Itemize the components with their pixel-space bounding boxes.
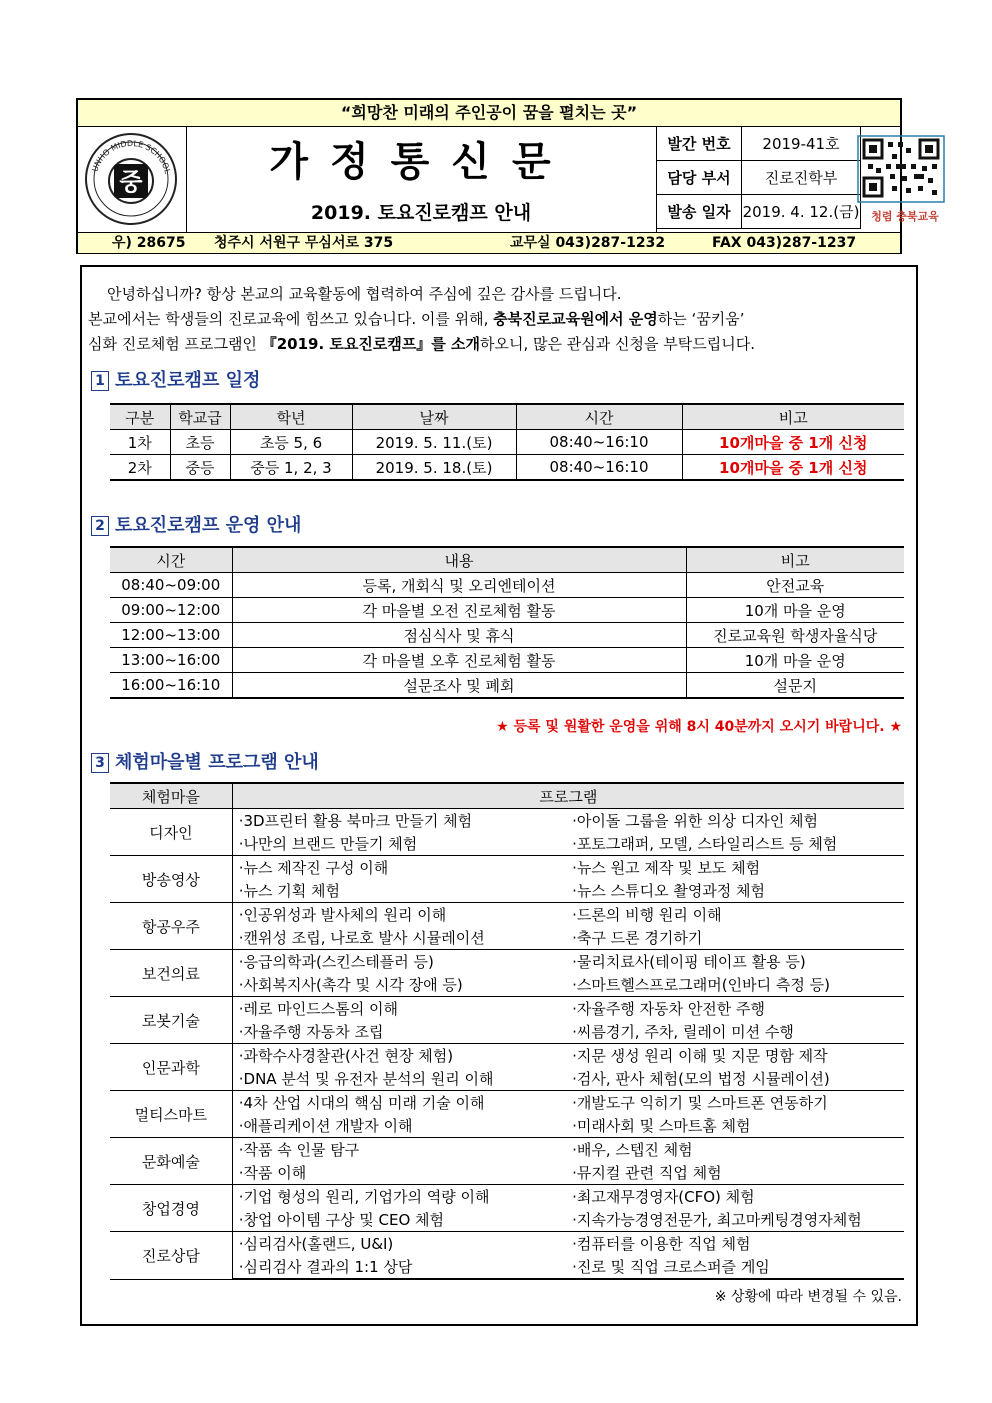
document-subtitle: 2019. 토요진로캠프 안내 xyxy=(310,202,532,224)
column-header: 비고 xyxy=(686,547,904,573)
table-row xyxy=(110,673,904,699)
table-row xyxy=(110,856,904,880)
table-cell: 10개마을 중 1개 신청 xyxy=(682,430,904,455)
program-item: ·뮤지컬 관련 직업 체험 xyxy=(568,1161,904,1185)
intro-text: 하오니, 많은 관심과 신청을 부탁드립니다. xyxy=(480,335,755,353)
table-cell: 초등 5, 6 xyxy=(230,430,352,455)
operation-table xyxy=(110,546,904,699)
program-item: ·작품 속 인물 탐구 xyxy=(232,1138,568,1162)
column-header: 시간 xyxy=(110,547,232,573)
intro-text: 하는 ‘꿈키움’ xyxy=(657,310,745,328)
column-header: 학년 xyxy=(230,404,352,430)
program-item: ·지속가능경영전문가, 최고마케팅경영자체험 xyxy=(568,1208,904,1232)
program-item: ·미래사회 및 스마트홈 체험 xyxy=(568,1114,904,1138)
program-item: ·포토그래퍼, 모델, 스타일리스트 등 체험 xyxy=(568,832,904,856)
program-item: ·응급의학과(스킨스테플러 등) xyxy=(232,950,568,974)
program-item: ·레로 마인드스톰의 이해 xyxy=(232,997,568,1021)
village-name: 디자인 xyxy=(110,809,232,856)
table-row xyxy=(110,455,904,481)
table-cell: 12:00~13:00 xyxy=(110,623,232,648)
table-cell: 13:00~16:00 xyxy=(110,648,232,673)
program-item: ·DNA 분석 및 유전자 분석의 원리 이해 xyxy=(232,1067,568,1091)
program-item: ·진로 및 직업 크로스퍼즐 게임 xyxy=(568,1255,904,1279)
program-item: ·물리치료사(테이핑 테이프 활용 등) xyxy=(568,950,904,974)
meta-value: 2019. 4. 12.(금) xyxy=(742,195,861,229)
table-row xyxy=(110,648,904,673)
qr-code-icon xyxy=(856,134,946,204)
slogan: “희망찬 미래의 주인공이 꿈을 펼치는 곳” xyxy=(78,100,900,127)
table-row xyxy=(110,598,904,623)
program-item: ·컴퓨터를 이용한 직업 체험 xyxy=(568,1232,904,1256)
program-item: ·뉴스 기획 체험 xyxy=(232,879,568,903)
section-number: 3 xyxy=(91,753,109,773)
change-footnote: ※ 상황에 따라 변경될 수 있음. xyxy=(714,1289,902,1305)
program-item: ·드론의 비행 원리 이해 xyxy=(568,903,904,927)
section-title: 토요진로캠프 운영 안내 xyxy=(115,515,302,536)
program-item: ·스마트헬스프로그래머(인바디 측정 등) xyxy=(568,973,904,997)
program-item: ·사회복지사(촉각 및 시각 장애 등) xyxy=(232,973,568,997)
table-row xyxy=(110,1044,904,1068)
table-row xyxy=(110,573,904,598)
table-cell: 2차 xyxy=(110,455,170,481)
school-address: 청주시 서원구 무심서로 375 xyxy=(214,235,394,251)
table-cell: 등록, 개회식 및 오리엔테이션 xyxy=(232,573,686,598)
table-cell: 2019. 5. 11.(토) xyxy=(352,430,516,455)
column-header: 프로그램 xyxy=(232,783,904,809)
table-cell: 안전교육 xyxy=(686,573,904,598)
table-cell: 16:00~16:10 xyxy=(110,673,232,699)
section-title: 체험마을별 프로그램 안내 xyxy=(115,752,319,773)
table-cell: 중등 xyxy=(170,455,230,481)
table-row xyxy=(110,903,904,927)
school-logo-cell xyxy=(78,126,187,232)
intro-line-3 xyxy=(88,333,755,354)
table-row xyxy=(110,950,904,974)
village-name: 인문과학 xyxy=(110,1044,232,1091)
meta-value: 2019-41호 xyxy=(742,127,861,161)
program-item: ·과학수사경찰관(사건 현장 체험) xyxy=(232,1044,568,1068)
publication-meta xyxy=(656,126,861,229)
program-item: ·캔위성 조립, 나로호 발사 시뮬레이션 xyxy=(232,926,568,950)
program-item: ·작품 이해 xyxy=(232,1161,568,1185)
table-row xyxy=(110,430,904,455)
intro-line-2 xyxy=(88,308,745,329)
table-cell: 08:40~09:00 xyxy=(110,573,232,598)
table-cell: 중등 1, 2, 3 xyxy=(230,455,352,481)
table-row xyxy=(110,997,904,1021)
table-cell: 각 마을별 오후 진로체험 활동 xyxy=(232,648,686,673)
table-cell: 08:40~16:10 xyxy=(516,430,682,455)
table-row xyxy=(110,623,904,648)
column-header: 체험마을 xyxy=(110,783,232,809)
fax-number: FAX 043)287-1237 xyxy=(712,235,857,251)
village-name: 로봇기술 xyxy=(110,997,232,1044)
table-row xyxy=(110,1185,904,1209)
column-header: 시간 xyxy=(516,404,682,430)
contact-bar xyxy=(78,232,900,253)
schedule-table xyxy=(110,403,904,481)
table-cell: 각 마을별 오전 진로체험 활동 xyxy=(232,598,686,623)
column-header: 구분 xyxy=(110,404,170,430)
column-header: 비고 xyxy=(682,404,904,430)
program-item: ·씨름경기, 주차, 릴레이 미션 수행 xyxy=(568,1020,904,1044)
program-item: ·자율주행 자동차 조립 xyxy=(232,1020,568,1044)
section-number: 1 xyxy=(91,371,109,391)
column-header: 학교급 xyxy=(170,404,230,430)
program-item: ·창업 아이템 구상 및 CEO 체험 xyxy=(232,1208,568,1232)
program-table xyxy=(110,782,904,1280)
school-emblem-icon xyxy=(78,126,186,232)
table-cell: 10개 마을 운영 xyxy=(686,648,904,673)
program-item: ·개발도구 익히기 및 스마트폰 연동하기 xyxy=(568,1091,904,1115)
column-header: 날짜 xyxy=(352,404,516,430)
meta-row xyxy=(657,127,861,161)
meta-row xyxy=(657,161,861,195)
masthead-title: 가정통신문 xyxy=(269,138,573,185)
program-item: ·자율주행 자동차 안전한 주행 xyxy=(568,997,904,1021)
emblem-text: UNHO MIDDLE SCHOOL xyxy=(90,138,173,175)
meta-row xyxy=(657,195,861,229)
village-name: 문화예술 xyxy=(110,1138,232,1185)
program-item: ·4차 산업 시대의 핵심 미래 기술 이해 xyxy=(232,1091,568,1115)
village-name: 진로상담 xyxy=(110,1232,232,1280)
emblem-glyph: 중 xyxy=(119,168,143,196)
office-phone: 교무실 043)287-1232 xyxy=(510,235,666,251)
program-item: ·뉴스 제작진 구성 이해 xyxy=(232,856,568,880)
table-cell: 2019. 5. 18.(토) xyxy=(352,455,516,481)
meta-label: 발송 일자 xyxy=(657,195,742,229)
program-item: ·기업 형성의 원리, 기업가의 역량 이해 xyxy=(232,1185,568,1209)
table-cell: 설문조사 및 폐회 xyxy=(232,673,686,699)
program-item: ·검사, 판사 체험(모의 법정 시뮬레이션) xyxy=(568,1067,904,1091)
meta-label: 발간 번호 xyxy=(657,127,742,161)
table-header-row xyxy=(110,547,904,573)
qr-caption: 청렴 충북교육 xyxy=(871,210,939,223)
letter-header xyxy=(76,98,939,254)
table-header-row xyxy=(110,783,904,809)
table-row xyxy=(110,809,904,833)
village-name: 멀티스마트 xyxy=(110,1091,232,1138)
meta-label: 담당 부서 xyxy=(657,161,742,195)
section-title: 토요진로캠프 일정 xyxy=(115,370,261,391)
column-header: 내용 xyxy=(232,547,686,573)
section-heading xyxy=(91,511,301,537)
program-item: ·3D프린터 활용 북마크 만들기 체험 xyxy=(232,809,568,833)
table-cell: 1차 xyxy=(110,430,170,455)
table-cell: 10개 마을 운영 xyxy=(686,598,904,623)
intro-emphasis: 『2019. 토요진로캠프』를 소개 xyxy=(261,335,481,353)
table-cell: 진로교육원 학생자율식당 xyxy=(686,623,904,648)
program-item: ·애플리케이션 개발자 이해 xyxy=(232,1114,568,1138)
program-item: ·배우, 스텝진 체험 xyxy=(568,1138,904,1162)
village-name: 창업경영 xyxy=(110,1185,232,1232)
table-cell: 10개마을 중 1개 신청 xyxy=(682,455,904,481)
table-cell: 점심식사 및 휴식 xyxy=(232,623,686,648)
intro-line-1: 안녕하십니까? 항상 본교의 교육활동에 협력하여 주심에 깊은 감사를 드립니다. xyxy=(107,285,622,303)
section-heading xyxy=(91,366,260,392)
program-item: ·심리검사(홀랜드, U&I) xyxy=(232,1232,568,1256)
qr-code-area xyxy=(860,126,982,232)
table-cell: 설문지 xyxy=(686,673,904,699)
postal-code: 우) 28675 xyxy=(112,235,186,251)
intro-text: 심화 진로체험 프로그램인 xyxy=(88,335,262,353)
section-number: 2 xyxy=(91,516,109,536)
program-item: ·아이돌 그룹을 위한 의상 디자인 체험 xyxy=(568,809,904,833)
table-cell: 09:00~12:00 xyxy=(110,598,232,623)
arrival-notice: ★ 등록 및 원활한 운영을 위해 8시 40분까지 오시기 바랍니다. ★ xyxy=(496,719,902,735)
table-row xyxy=(110,1232,904,1256)
program-item: ·나만의 브랜드 만들기 체험 xyxy=(232,832,568,856)
table-row xyxy=(110,1138,904,1162)
village-name: 보건의료 xyxy=(110,950,232,997)
intro-emphasis: 충북진로교육원에서 운영 xyxy=(493,310,658,328)
program-item: ·축구 드론 경기하기 xyxy=(568,926,904,950)
program-item: ·지문 생성 원리 이해 및 지문 명함 제작 xyxy=(568,1044,904,1068)
program-item: ·심리검사 결과의 1:1 상담 xyxy=(232,1255,568,1279)
section-heading xyxy=(91,748,319,774)
program-item: ·뉴스 스튜디오 촬영과정 체험 xyxy=(568,879,904,903)
intro-text: 본교에서는 학생들의 진로교육에 힘쓰고 있습니다. 이를 위해, xyxy=(88,310,494,328)
title-cell xyxy=(186,126,657,232)
table-row xyxy=(110,1091,904,1115)
table-cell: 초등 xyxy=(170,430,230,455)
table-cell: 08:40~16:10 xyxy=(516,455,682,481)
program-item: ·최고재무경영자(CFO) 체험 xyxy=(568,1185,904,1209)
meta-value: 진로진학부 xyxy=(742,161,861,195)
program-item: ·인공위성과 발사체의 원리 이해 xyxy=(232,903,568,927)
program-item: ·뉴스 원고 제작 및 보도 체험 xyxy=(568,856,904,880)
village-name: 방송영상 xyxy=(110,856,232,903)
village-name: 항공우주 xyxy=(110,903,232,950)
table-header-row xyxy=(110,404,904,430)
